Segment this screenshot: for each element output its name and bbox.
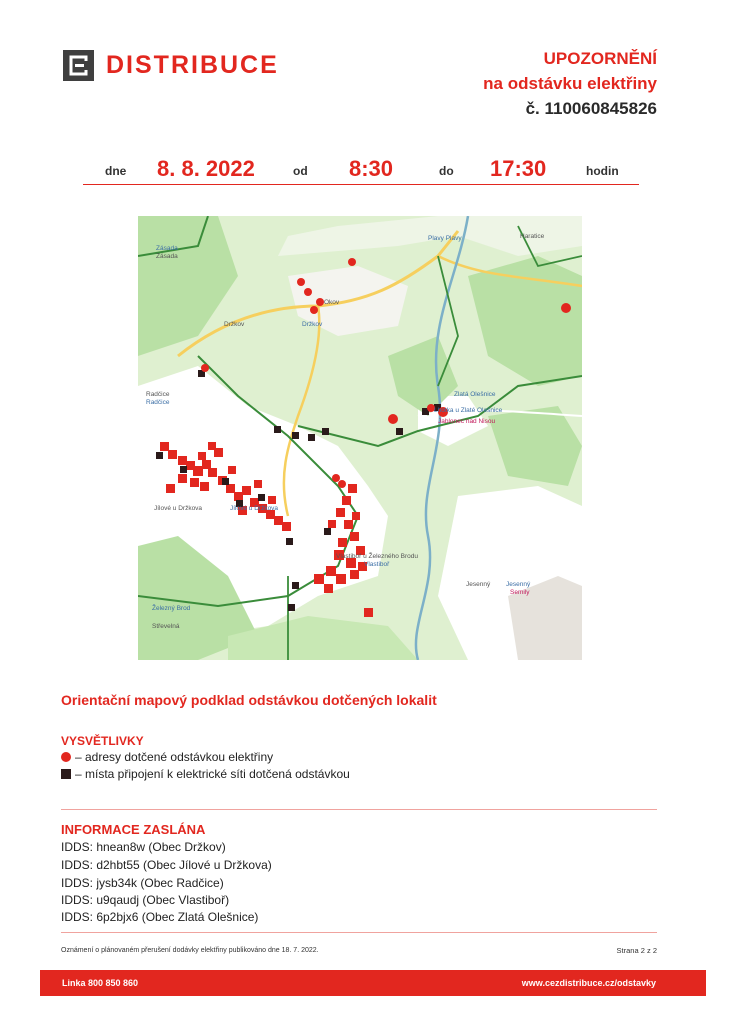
map-label-vlastibor: Vlastiboř u Železného Brodu — [336, 553, 419, 560]
map-caption: Orientační mapový podklad odstávkou dotčených lokalit — [61, 692, 437, 708]
cez-logo-icon — [63, 50, 94, 81]
legend-address — [61, 750, 273, 764]
map-label-haratice: Haratice — [520, 233, 545, 240]
to-label: do — [439, 164, 454, 178]
outage-date: 8. 8. 2022 — [157, 156, 255, 181]
map-label-semily: Semily — [510, 589, 530, 596]
map-label-plavy: Plavy Plavy — [428, 235, 462, 242]
map-label-jesenny: Jesenný — [466, 581, 491, 588]
map-label-strevelna: Střevelná — [152, 623, 180, 630]
divider — [61, 809, 657, 810]
date-label: dne — [105, 164, 127, 178]
hours-label: hodin — [586, 164, 619, 178]
address-dot-icon — [61, 752, 71, 762]
info-title: INFORMACE ZASLÁNA — [61, 822, 206, 837]
map-label-zelezny-brod: Železný Brod — [152, 605, 191, 612]
map-label-okov: Okov — [324, 299, 340, 306]
brand-name: DISTRIBUCE — [106, 51, 279, 79]
notice-number: č. 110060845826 — [525, 99, 657, 118]
map-label-zasada-2: Zásada — [156, 253, 178, 260]
map-label-zlata-olesnice: Zlatá Olešnice — [454, 391, 496, 398]
map-label-jilove: Jílové u Držkova — [154, 505, 203, 512]
idds-line: IDDS: jysb34k (Obec Radčice) — [61, 876, 224, 890]
map-label-drzkov-2: Držkov — [302, 321, 323, 328]
map-label-drzkov: Držkov — [224, 321, 245, 328]
legend-connection-text: – místa připojení k elektrické síti dotčená odstávkou — [75, 767, 350, 781]
notice-title: UPOZORNĚNÍ — [543, 49, 657, 68]
schedule-line — [83, 150, 639, 185]
map-label-jablonec: Jablonec nad Nisou — [438, 418, 496, 425]
map-label-jilove-2: Jílové u Držkova — [230, 505, 279, 512]
outage-map — [138, 216, 582, 660]
footer-bar — [40, 970, 706, 996]
website-link[interactable]: www.cezdistribuce.cz/odstavky — [521, 978, 656, 988]
map-label-jesenny-2: Jesenný — [506, 581, 531, 588]
page-number: Strana 2 z 2 — [616, 946, 657, 955]
idds-line: IDDS: hnean8w (Obec Držkov) — [61, 840, 226, 854]
map-label-lhotka: Lhotka u Zlaté Olešnice — [434, 407, 503, 414]
to-time: 17:30 — [490, 156, 547, 181]
legend-connection — [61, 767, 350, 781]
idds-line: IDDS: u9qaudj (Obec Vlastiboř) — [61, 893, 230, 907]
map-canvas — [138, 216, 582, 660]
legend-title: VYSVĚTLIVKY — [61, 734, 144, 748]
idds-line: IDDS: 6p2bjx6 (Obec Zlatá Olešnice) — [61, 910, 259, 924]
divider — [61, 932, 657, 933]
hotline: Linka 800 850 860 — [62, 978, 139, 988]
map-label-radcice: Radčice — [146, 391, 170, 398]
idds-line: IDDS: d2hbt55 (Obec Jílové u Držkova) — [61, 858, 272, 872]
notice-heading — [483, 46, 657, 121]
map-label-radcice-2: Radčice — [146, 399, 170, 406]
from-time: 8:30 — [349, 156, 394, 181]
notice-subtitle: na odstávku elektřiny — [483, 74, 657, 93]
legend-address-text: – adresy dotčené odstávkou elektřiny — [75, 750, 274, 764]
map-label-vlastibor-2: Vlastiboř — [364, 561, 390, 568]
publication-note: Oznámení o plánovaném přerušení dodávky elektřiny publikováno dne 18. 7. 2022. — [61, 947, 319, 954]
from-label: od — [293, 164, 308, 178]
connection-square-icon — [61, 769, 71, 779]
map-label-zasada: Zásada — [156, 245, 178, 252]
